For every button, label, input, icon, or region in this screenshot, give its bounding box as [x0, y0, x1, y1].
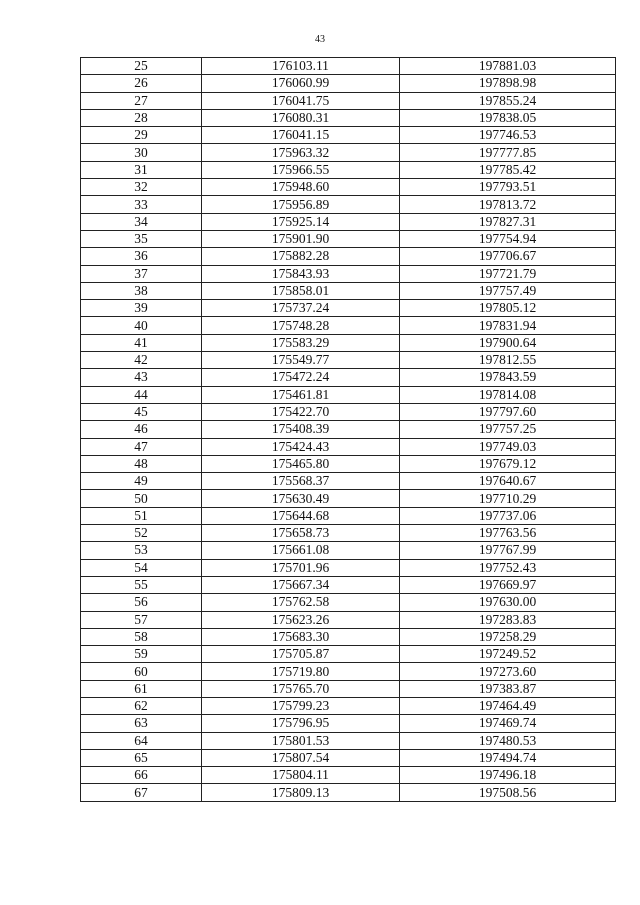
y-coordinate-cell: 197640.67 — [400, 473, 616, 490]
table-row — [81, 438, 616, 455]
point-number-cell: 27 — [81, 92, 202, 109]
point-number-cell: 61 — [81, 680, 202, 697]
point-number-cell: 65 — [81, 749, 202, 766]
y-coordinate-cell: 197767.99 — [400, 542, 616, 559]
table-row — [81, 455, 616, 472]
table-row — [81, 611, 616, 628]
point-number-cell: 36 — [81, 248, 202, 265]
x-coordinate-cell: 176041.75 — [202, 92, 400, 109]
point-number-cell: 63 — [81, 715, 202, 732]
point-number-cell: 60 — [81, 663, 202, 680]
point-number-cell: 50 — [81, 490, 202, 507]
point-number-cell: 28 — [81, 109, 202, 126]
y-coordinate-cell: 197827.31 — [400, 213, 616, 230]
y-coordinate-cell: 197752.43 — [400, 559, 616, 576]
table-row — [81, 628, 616, 645]
point-number-cell: 53 — [81, 542, 202, 559]
table-row — [81, 248, 616, 265]
y-coordinate-cell: 197793.51 — [400, 179, 616, 196]
point-number-cell: 29 — [81, 127, 202, 144]
x-coordinate-cell: 175701.96 — [202, 559, 400, 576]
point-number-cell: 40 — [81, 317, 202, 334]
point-number-cell: 33 — [81, 196, 202, 213]
x-coordinate-cell: 175549.77 — [202, 352, 400, 369]
x-coordinate-cell: 175683.30 — [202, 628, 400, 645]
x-coordinate-cell: 176041.15 — [202, 127, 400, 144]
x-coordinate-cell: 175925.14 — [202, 213, 400, 230]
table-row — [81, 230, 616, 247]
table-row — [81, 697, 616, 714]
x-coordinate-cell: 175807.54 — [202, 749, 400, 766]
point-number-cell: 35 — [81, 230, 202, 247]
point-number-cell: 62 — [81, 697, 202, 714]
x-coordinate-cell: 175705.87 — [202, 646, 400, 663]
point-number-cell: 56 — [81, 594, 202, 611]
y-coordinate-cell: 197630.00 — [400, 594, 616, 611]
y-coordinate-cell: 197813.72 — [400, 196, 616, 213]
table-row — [81, 576, 616, 593]
point-number-cell: 54 — [81, 559, 202, 576]
x-coordinate-cell: 175630.49 — [202, 490, 400, 507]
table-row — [81, 92, 616, 109]
x-coordinate-cell: 175801.53 — [202, 732, 400, 749]
table-row — [81, 646, 616, 663]
x-coordinate-cell: 175658.73 — [202, 525, 400, 542]
y-coordinate-cell: 197706.67 — [400, 248, 616, 265]
y-coordinate-cell: 197721.79 — [400, 265, 616, 282]
table-row — [81, 594, 616, 611]
y-coordinate-cell: 197737.06 — [400, 507, 616, 524]
x-coordinate-cell: 176103.11 — [202, 58, 400, 75]
x-coordinate-cell: 175583.29 — [202, 334, 400, 351]
x-coordinate-cell: 175804.11 — [202, 767, 400, 784]
table-row — [81, 732, 616, 749]
point-number-cell: 42 — [81, 352, 202, 369]
point-number-cell: 57 — [81, 611, 202, 628]
y-coordinate-cell: 197900.64 — [400, 334, 616, 351]
point-number-cell: 55 — [81, 576, 202, 593]
point-number-cell: 34 — [81, 213, 202, 230]
y-coordinate-cell: 197480.53 — [400, 732, 616, 749]
table-row — [81, 490, 616, 507]
point-number-cell: 37 — [81, 265, 202, 282]
point-number-cell: 59 — [81, 646, 202, 663]
x-coordinate-cell: 175966.55 — [202, 161, 400, 178]
point-number-cell: 51 — [81, 507, 202, 524]
table-row — [81, 213, 616, 230]
point-number-cell: 44 — [81, 386, 202, 403]
y-coordinate-cell: 197494.74 — [400, 749, 616, 766]
x-coordinate-cell: 176080.31 — [202, 109, 400, 126]
point-number-cell: 39 — [81, 300, 202, 317]
table-row — [81, 109, 616, 126]
table-row — [81, 784, 616, 801]
table-row — [81, 403, 616, 420]
y-coordinate-cell: 197679.12 — [400, 455, 616, 472]
table-row — [81, 144, 616, 161]
point-number-cell: 64 — [81, 732, 202, 749]
table-row — [81, 265, 616, 282]
x-coordinate-cell: 175472.24 — [202, 369, 400, 386]
point-number-cell: 31 — [81, 161, 202, 178]
y-coordinate-cell: 197508.56 — [400, 784, 616, 801]
x-coordinate-cell: 175796.95 — [202, 715, 400, 732]
y-coordinate-cell: 197669.97 — [400, 576, 616, 593]
y-coordinate-cell: 197258.29 — [400, 628, 616, 645]
point-number-cell: 45 — [81, 403, 202, 420]
y-coordinate-cell: 197898.98 — [400, 75, 616, 92]
x-coordinate-cell: 175465.80 — [202, 455, 400, 472]
x-coordinate-cell: 175568.37 — [202, 473, 400, 490]
point-number-cell: 43 — [81, 369, 202, 386]
table-row — [81, 715, 616, 732]
table-row — [81, 507, 616, 524]
point-number-cell: 52 — [81, 525, 202, 542]
x-coordinate-cell: 175843.93 — [202, 265, 400, 282]
x-coordinate-cell: 175737.24 — [202, 300, 400, 317]
point-number-cell: 32 — [81, 179, 202, 196]
point-number-cell: 38 — [81, 282, 202, 299]
point-number-cell: 48 — [81, 455, 202, 472]
y-coordinate-cell: 197797.60 — [400, 403, 616, 420]
point-number-cell: 46 — [81, 421, 202, 438]
x-coordinate-cell: 175408.39 — [202, 421, 400, 438]
x-coordinate-cell: 175623.26 — [202, 611, 400, 628]
y-coordinate-cell: 197855.24 — [400, 92, 616, 109]
coordinates-table — [80, 57, 616, 802]
table-row — [81, 127, 616, 144]
table-body — [81, 58, 616, 802]
x-coordinate-cell: 175667.34 — [202, 576, 400, 593]
x-coordinate-cell: 175644.68 — [202, 507, 400, 524]
table-row — [81, 680, 616, 697]
table-row — [81, 300, 616, 317]
y-coordinate-cell: 197746.53 — [400, 127, 616, 144]
x-coordinate-cell: 175956.89 — [202, 196, 400, 213]
table-row — [81, 473, 616, 490]
x-coordinate-cell: 175882.28 — [202, 248, 400, 265]
x-coordinate-cell: 175901.90 — [202, 230, 400, 247]
y-coordinate-cell: 197805.12 — [400, 300, 616, 317]
y-coordinate-cell: 197464.49 — [400, 697, 616, 714]
y-coordinate-cell: 197812.55 — [400, 352, 616, 369]
point-number-cell: 41 — [81, 334, 202, 351]
y-coordinate-cell: 197757.49 — [400, 282, 616, 299]
y-coordinate-cell: 197757.25 — [400, 421, 616, 438]
point-number-cell: 66 — [81, 767, 202, 784]
table-row — [81, 542, 616, 559]
x-coordinate-cell: 175963.32 — [202, 144, 400, 161]
y-coordinate-cell: 197831.94 — [400, 317, 616, 334]
y-coordinate-cell: 197469.74 — [400, 715, 616, 732]
page-number: 43 — [315, 34, 325, 45]
table-row — [81, 75, 616, 92]
table-row — [81, 369, 616, 386]
y-coordinate-cell: 197814.08 — [400, 386, 616, 403]
table-row — [81, 352, 616, 369]
point-number-cell: 25 — [81, 58, 202, 75]
point-number-cell: 30 — [81, 144, 202, 161]
table-row — [81, 317, 616, 334]
point-number-cell: 67 — [81, 784, 202, 801]
y-coordinate-cell: 197249.52 — [400, 646, 616, 663]
x-coordinate-cell: 176060.99 — [202, 75, 400, 92]
table-row — [81, 525, 616, 542]
table-row — [81, 282, 616, 299]
point-number-cell: 47 — [81, 438, 202, 455]
x-coordinate-cell: 175661.08 — [202, 542, 400, 559]
y-coordinate-cell: 197273.60 — [400, 663, 616, 680]
y-coordinate-cell: 197838.05 — [400, 109, 616, 126]
table-row — [81, 386, 616, 403]
y-coordinate-cell: 197754.94 — [400, 230, 616, 247]
table-row — [81, 58, 616, 75]
x-coordinate-cell: 175748.28 — [202, 317, 400, 334]
x-coordinate-cell: 175809.13 — [202, 784, 400, 801]
table-row — [81, 663, 616, 680]
x-coordinate-cell: 175422.70 — [202, 403, 400, 420]
table-row — [81, 421, 616, 438]
x-coordinate-cell: 175858.01 — [202, 282, 400, 299]
y-coordinate-cell: 197777.85 — [400, 144, 616, 161]
table-row — [81, 161, 616, 178]
table-row — [81, 334, 616, 351]
x-coordinate-cell: 175719.80 — [202, 663, 400, 680]
table-row — [81, 196, 616, 213]
y-coordinate-cell: 197383.87 — [400, 680, 616, 697]
y-coordinate-cell: 197496.18 — [400, 767, 616, 784]
x-coordinate-cell: 175461.81 — [202, 386, 400, 403]
point-number-cell: 26 — [81, 75, 202, 92]
table-row — [81, 767, 616, 784]
x-coordinate-cell: 175799.23 — [202, 697, 400, 714]
x-coordinate-cell: 175424.43 — [202, 438, 400, 455]
y-coordinate-cell: 197785.42 — [400, 161, 616, 178]
table-row — [81, 179, 616, 196]
y-coordinate-cell: 197763.56 — [400, 525, 616, 542]
x-coordinate-cell: 175948.60 — [202, 179, 400, 196]
y-coordinate-cell: 197749.03 — [400, 438, 616, 455]
point-number-cell: 58 — [81, 628, 202, 645]
point-number-cell: 49 — [81, 473, 202, 490]
y-coordinate-cell: 197881.03 — [400, 58, 616, 75]
y-coordinate-cell: 197710.29 — [400, 490, 616, 507]
table-row — [81, 749, 616, 766]
table-row — [81, 559, 616, 576]
x-coordinate-cell: 175762.58 — [202, 594, 400, 611]
y-coordinate-cell: 197843.59 — [400, 369, 616, 386]
y-coordinate-cell: 197283.83 — [400, 611, 616, 628]
x-coordinate-cell: 175765.70 — [202, 680, 400, 697]
